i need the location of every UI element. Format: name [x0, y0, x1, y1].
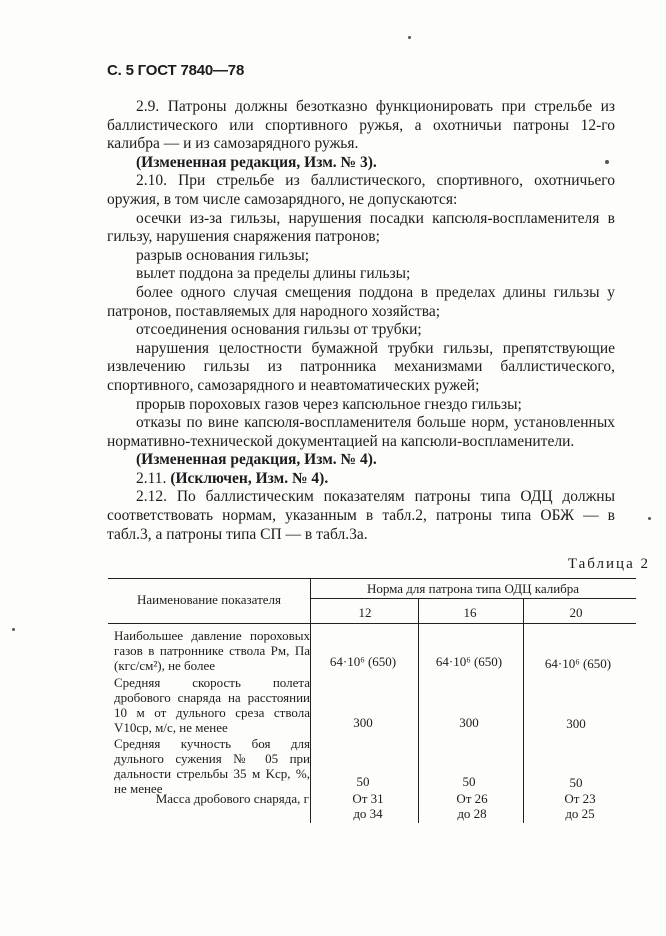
table-rule-top: [108, 578, 636, 579]
table-row-name: Средняя скорость полета дробового снаряда на расстоянии 10 м от дульного среза ствола V10ср, м/с, не менее: [114, 675, 310, 735]
paragraph-2-11-number: 2.11.: [136, 469, 171, 487]
table-rule-group: [310, 598, 636, 599]
table-caption: Таблица 2: [567, 556, 650, 572]
table-cell: 50: [356, 774, 370, 789]
amendment-note-4: (Измененная редакция, Изм. № 4).: [136, 451, 377, 469]
table-cell: От 26 до 28: [456, 791, 488, 821]
table-rule-col2: [418, 598, 419, 823]
list-item: отсоединения основания гильзы от трубки;: [136, 321, 422, 339]
table-cell: 50: [569, 775, 583, 790]
list-item: более одного случая смещения поддона в пределах длины гильзы у патронов, поставляемых для народного хозяйства;: [107, 283, 615, 320]
table-row-name: Масса дробового снаряда, г: [155, 791, 309, 806]
scan-speck: [408, 36, 411, 39]
list-item: разрыв основания гильзы;: [136, 246, 310, 264]
table-rule-header: [108, 623, 636, 624]
body-text: [107, 98, 615, 544]
list-item: прорыв пороховых газов через капсюльное гнездо гильзы;: [136, 395, 522, 413]
header-indicator-name: Наименование показателя: [136, 592, 282, 607]
paragraph-2-12: 2.12. По баллистическим показателям патроны типа ОДЦ должны соответствовать нормам, указанным в табл.2, патроны типа ОБЖ — в табл.3, а патроны типа СП — в табл.3а.: [107, 488, 615, 543]
list-item: вылет поддона за пределы длины гильзы;: [136, 265, 411, 283]
scan-speck: [648, 517, 651, 520]
table-cell: От 23 до 25: [564, 791, 596, 821]
table-cell: 64·10⁶ (650): [329, 654, 397, 669]
list-item: отказы по вине капсюля-воспламенителя больше норм, установленных нормативно-технической документацией на капсюли-воспламенители.: [107, 414, 615, 450]
table-cell: 64·10⁶ (650): [435, 654, 503, 669]
amendment-note-3: (Измененная редакция, Изм. № 3).: [136, 153, 377, 171]
table-cell: 300: [566, 716, 586, 731]
page-header: С. 5 ГОСТ 7840—78: [107, 62, 245, 79]
header-norm-group: Норма для патрона типа ОДЦ калибра: [366, 581, 580, 596]
table-cell: 50: [462, 774, 476, 789]
list-item: осечки из-за гильзы, нарушения посадки капсюля-воспламенителя в гильзу, нарушения снаряжения патронов;: [107, 209, 615, 246]
header-caliber-12: 12: [358, 605, 372, 620]
paragraph-2-9: 2.9. Патроны должны безотказно функционировать при стрельбе из баллистического или спортивного ружья, а охотничьи патроны 12-го калибра — и из самозарядного ружья.: [107, 98, 615, 153]
table-row-name: Наибольшее давление пороховых газов в патроннике ствола Pм, Па (кгс/см²), не более: [114, 628, 310, 673]
scan-speck: [605, 160, 609, 164]
table-row-name: Средняя кучность боя для дульного сужения № 05 при дальности стрельбы 35 м Kср, %, не менее: [114, 736, 310, 796]
scan-speck: [12, 628, 15, 631]
table-cell: 64·10⁶ (650): [544, 656, 612, 671]
table-rule-col1: [310, 578, 311, 823]
table-cell: 300: [459, 715, 479, 730]
header-caliber-16: 16: [463, 605, 477, 620]
table-cell: От 31 до 34: [352, 791, 384, 821]
paragraph-2-11-excluded: (Исключен, Изм. № 4).: [170, 469, 329, 487]
header-caliber-20: 20: [569, 605, 583, 620]
table-rule-col3: [523, 598, 524, 823]
paragraph-2-10: 2.10. При стрельбе из баллистического, спортивного, охотничьего оружия, в том числе самозарядного, не допускаются:: [107, 172, 615, 208]
paragraph-2-11: [107, 470, 615, 489]
table-cell: 300: [353, 715, 373, 730]
list-item: нарушения целостности бумажной трубки гильзы, препятствующие извлечению гильзы из патронника механизмами баллистического, спортивного, самозарядного и неавтоматических ружей;: [107, 339, 615, 394]
